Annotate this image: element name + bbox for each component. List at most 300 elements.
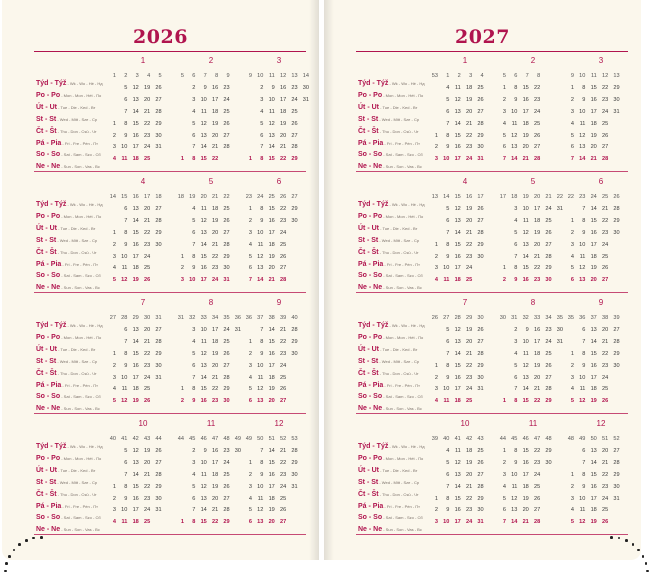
month-row-block xyxy=(2,56,319,171)
day-number: 23 xyxy=(211,265,219,272)
day-number: 6 xyxy=(570,277,574,284)
week-number: 30 xyxy=(143,315,151,321)
day-number: 24 xyxy=(223,96,230,103)
weekday-label-main: Čt - Št xyxy=(358,369,379,377)
day-number: 15 xyxy=(132,483,139,490)
day-number: 6 xyxy=(192,132,196,139)
day-number: 19 xyxy=(279,120,287,127)
weekday-label-translations: - Mon - Mon - Hét - По xyxy=(382,334,424,340)
day-number: 30 xyxy=(234,447,241,454)
day-number: 17 xyxy=(522,471,529,478)
day-number: 11 xyxy=(511,120,518,127)
perforation-dot xyxy=(4,570,7,573)
day-number: 28 xyxy=(291,144,298,151)
week-number: 9 xyxy=(248,73,252,79)
day-number: 28 xyxy=(545,253,552,260)
day-number: 23 xyxy=(143,495,151,502)
day-number: 8 xyxy=(124,350,128,357)
weekday-label-main: Pá - Pia xyxy=(358,502,384,510)
day-number: 20 xyxy=(601,326,609,333)
week-number: 31 xyxy=(155,315,162,321)
day-number: 30 xyxy=(556,326,563,333)
day-number: 29 xyxy=(613,350,620,357)
weekday-row xyxy=(324,483,641,498)
day-number: 4 xyxy=(446,447,450,454)
day-number: 4 xyxy=(112,265,116,272)
month-name: 1 xyxy=(462,56,468,65)
day-number: 11 xyxy=(579,120,586,127)
day-number: 20 xyxy=(590,277,597,284)
day-number: 23 xyxy=(291,84,298,91)
day-number: 2 xyxy=(502,459,506,466)
day-number: 11 xyxy=(200,471,207,478)
month-name: 10 xyxy=(138,419,148,428)
day-number: 2 xyxy=(514,326,518,333)
day-number: 27 xyxy=(545,241,552,248)
day-number: 29 xyxy=(223,519,230,526)
weekday-row xyxy=(2,459,319,474)
week-number: 23 xyxy=(579,194,586,200)
day-number: 22 xyxy=(211,386,219,393)
day-number: 23 xyxy=(533,277,541,284)
day-number: 28 xyxy=(613,205,620,212)
day-number: 14 xyxy=(522,253,529,260)
day-number: 7 xyxy=(570,156,574,163)
day-number: 30 xyxy=(291,350,298,357)
week-number: 52 xyxy=(279,436,287,442)
day-number: 5 xyxy=(248,386,252,393)
day-number: 9 xyxy=(514,277,518,284)
day-number: 17 xyxy=(200,277,207,284)
day-number: 5 xyxy=(112,277,116,284)
month-name: 10 xyxy=(460,419,470,428)
weekday-row xyxy=(2,338,319,353)
day-number: 16 xyxy=(268,471,275,478)
month-row-block xyxy=(324,177,641,292)
weekday-row xyxy=(2,253,319,268)
day-number: 29 xyxy=(223,386,230,393)
day-number: 23 xyxy=(279,217,287,224)
day-number: 6 xyxy=(124,326,128,333)
day-number: 14 xyxy=(200,144,207,151)
weekday-row xyxy=(324,495,641,510)
day-number: 23 xyxy=(601,229,609,236)
day-number: 28 xyxy=(601,156,609,163)
day-number: 1 xyxy=(180,519,184,526)
day-number: 24 xyxy=(143,374,151,381)
day-number: 2 xyxy=(180,265,184,272)
weekday-label-main: So - So xyxy=(36,393,61,401)
week-number: 24 xyxy=(257,194,264,200)
day-number: 14 xyxy=(579,156,586,163)
day-number: 8 xyxy=(446,495,450,502)
day-number: 4 xyxy=(248,241,252,248)
day-number: 7 xyxy=(446,483,450,490)
day-number: 26 xyxy=(223,120,230,127)
day-number: 22 xyxy=(143,120,151,127)
day-number: 17 xyxy=(454,519,461,526)
day-number: 18 xyxy=(132,519,139,526)
week-number: 51 xyxy=(268,436,275,442)
weekday-label-translations: - Thu - Don - Csü - Чт xyxy=(378,491,419,497)
day-number: 2 xyxy=(260,84,264,91)
day-number: 17 xyxy=(132,144,139,151)
day-number: 28 xyxy=(477,483,484,490)
day-number: 9 xyxy=(446,374,450,381)
week-number: 41 xyxy=(121,436,128,442)
day-number: 26 xyxy=(477,326,484,333)
day-number: 30 xyxy=(155,132,162,139)
day-number: 1 xyxy=(112,120,116,127)
weekday-row xyxy=(2,503,319,522)
weekday-label-translations: - Wed - Mitt - Sze - Ср xyxy=(56,116,98,122)
day-number: 29 xyxy=(545,398,552,405)
weekday-row xyxy=(2,495,319,510)
day-number: 17 xyxy=(533,205,541,212)
day-number: 2 xyxy=(570,229,574,236)
day-number: 5 xyxy=(124,447,128,454)
weekday-label-main: Út - Ut xyxy=(358,224,379,232)
day-number: 4 xyxy=(570,386,574,393)
day-number: 22 xyxy=(465,241,473,248)
year-page xyxy=(2,0,319,560)
day-number: 17 xyxy=(268,483,275,490)
day-number: 7 xyxy=(502,156,506,163)
day-number: 28 xyxy=(279,277,287,284)
day-number: 18 xyxy=(268,241,275,248)
day-number: 16 xyxy=(211,447,219,454)
day-number: 16 xyxy=(590,362,597,369)
day-number: 14 xyxy=(132,338,139,345)
day-number: 10 xyxy=(257,229,264,236)
day-number: 13 xyxy=(511,507,518,514)
day-number: 22 xyxy=(143,483,151,490)
day-number: 24 xyxy=(465,519,473,526)
day-number: 2 xyxy=(180,398,184,405)
week-number: 28 xyxy=(121,315,128,321)
day-number: 28 xyxy=(155,217,162,224)
weekday-label-translations: - Sun - Son - Vas - Вс xyxy=(60,527,100,533)
day-number: 26 xyxy=(601,519,609,526)
day-number: 1 xyxy=(570,84,574,91)
day-number: 8 xyxy=(260,338,264,345)
day-number: 16 xyxy=(132,495,139,502)
day-number: 15 xyxy=(268,205,275,212)
day-number: 21 xyxy=(465,229,473,236)
weekday-row xyxy=(324,217,641,232)
day-number: 19 xyxy=(465,326,473,333)
week-number: 2 xyxy=(457,73,461,79)
day-number: 31 xyxy=(477,156,484,163)
day-number: 19 xyxy=(143,447,151,454)
week-number: 20 xyxy=(200,194,207,200)
day-number: 12 xyxy=(579,398,586,405)
day-number: 19 xyxy=(211,120,219,127)
day-number: 12 xyxy=(121,277,128,284)
day-number: 20 xyxy=(533,241,541,248)
day-number: 15 xyxy=(522,398,529,405)
week-number: 45 xyxy=(511,436,518,442)
day-number: 15 xyxy=(132,229,139,236)
day-number: 29 xyxy=(155,483,162,490)
day-number: 10 xyxy=(257,362,264,369)
day-number: 31 xyxy=(613,108,620,115)
weekday-label-translations: - Sun - Son - Vas - Вс xyxy=(60,164,100,170)
day-number: 11 xyxy=(443,398,450,405)
day-number: 6 xyxy=(124,96,128,103)
day-number: 13 xyxy=(200,132,207,139)
day-number: 2 xyxy=(570,362,574,369)
day-number: 19 xyxy=(590,398,597,405)
month-name: 6 xyxy=(598,177,604,186)
weekday-row xyxy=(324,108,641,123)
day-number: 16 xyxy=(533,326,541,333)
day-number: 20 xyxy=(522,144,529,151)
day-number: 14 xyxy=(132,108,139,115)
day-number: 26 xyxy=(279,253,287,260)
day-number: 12 xyxy=(579,265,586,272)
day-number: 4 xyxy=(192,471,196,478)
weekday-row xyxy=(2,229,319,244)
day-number: 29 xyxy=(291,156,298,163)
week-number: 13 xyxy=(431,194,438,200)
week-number: 14 xyxy=(109,194,116,200)
week-number: 13 xyxy=(613,73,620,79)
weekday-label-translations: - Wed - Mitt - Sze - Ср xyxy=(56,358,98,364)
day-number: 1 xyxy=(180,253,184,260)
day-number: 4 xyxy=(112,386,116,393)
week-number: 45 xyxy=(189,436,196,442)
day-number: 23 xyxy=(279,350,287,357)
day-number: 22 xyxy=(601,217,609,224)
day-number: 30 xyxy=(477,374,484,381)
weekday-row xyxy=(324,84,641,99)
week-number: 16 xyxy=(465,194,473,200)
weekday-row xyxy=(324,374,641,389)
day-number: 27 xyxy=(533,144,541,151)
day-number: 1 xyxy=(502,265,506,272)
day-number: 7 xyxy=(446,350,450,357)
day-number: 3 xyxy=(248,229,252,236)
weekday-label-translations: - Wk - Wo - Hé - Нд xyxy=(66,323,103,328)
day-number: 9 xyxy=(203,84,207,91)
weekday-row xyxy=(2,276,319,292)
day-number: 21 xyxy=(143,108,151,115)
day-number: 20 xyxy=(268,519,275,526)
month-name: 2 xyxy=(208,56,214,65)
weekday-label-main: Út - Ut xyxy=(36,224,57,232)
day-number: 7 xyxy=(260,447,264,454)
weekday-row xyxy=(324,261,641,280)
day-number: 3 xyxy=(570,374,574,381)
day-number: 19 xyxy=(132,398,139,405)
weekday-label-translations: - Sat - Sam - Szo - Сб xyxy=(382,515,423,521)
day-number: 26 xyxy=(477,205,484,212)
day-number: 26 xyxy=(477,459,484,466)
day-number: 11 xyxy=(579,253,586,260)
day-number: 2 xyxy=(112,362,116,369)
weekday-label-main: So - So xyxy=(36,151,61,159)
day-number: 24 xyxy=(279,362,287,369)
day-number: 7 xyxy=(582,459,586,466)
day-number: 18 xyxy=(590,253,597,260)
day-number: 9 xyxy=(192,398,196,405)
day-number: 10 xyxy=(200,459,207,466)
day-number: 15 xyxy=(590,471,597,478)
day-number: 18 xyxy=(211,471,219,478)
day-number: 1 xyxy=(434,495,438,502)
day-number: 16 xyxy=(590,229,597,236)
day-number: 4 xyxy=(248,374,252,381)
day-number: 23 xyxy=(465,374,473,381)
day-number: 10 xyxy=(443,386,450,393)
day-number: 21 xyxy=(601,338,609,345)
day-number: 25 xyxy=(291,108,298,115)
weekday-label-translations: - Thu - Don - Csü - Чт xyxy=(56,370,97,376)
day-number: 13 xyxy=(590,326,597,333)
day-number: 6 xyxy=(582,326,586,333)
week-number: 36 xyxy=(245,315,252,321)
day-number: 23 xyxy=(143,241,151,248)
weekday-label-main: Ne - Ne xyxy=(36,526,61,534)
week-number-row xyxy=(324,314,641,329)
day-number: 14 xyxy=(522,386,529,393)
day-number: 1 xyxy=(434,241,438,248)
week-number: 40 xyxy=(443,436,450,442)
weekday-label-translations: - Sun - Son - Vas - Вс xyxy=(382,406,422,412)
day-number: 26 xyxy=(223,350,230,357)
week-number: 36 xyxy=(579,315,586,321)
day-number: 28 xyxy=(291,447,298,454)
day-number: 15 xyxy=(132,120,139,127)
day-number: 4 xyxy=(434,277,438,284)
day-number: 20 xyxy=(211,229,219,236)
weekday-label-main: St - St xyxy=(36,236,57,244)
week-number: 39 xyxy=(431,436,438,442)
weekday-label-main: Čt - Št xyxy=(36,248,57,256)
day-number: 21 xyxy=(465,483,473,490)
day-number: 27 xyxy=(477,217,484,224)
day-number: 12 xyxy=(200,217,207,224)
weekday-row xyxy=(324,120,641,135)
day-number: 29 xyxy=(223,253,230,260)
day-number: 10 xyxy=(579,374,586,381)
day-number: 23 xyxy=(143,132,151,139)
week-number: 41 xyxy=(454,436,461,442)
week-number-row xyxy=(2,72,319,87)
day-number: 20 xyxy=(143,96,151,103)
day-number: 8 xyxy=(260,156,264,163)
day-number: 21 xyxy=(465,350,473,357)
weekday-label-main: So - So xyxy=(358,272,383,280)
day-number: 5 xyxy=(248,507,252,514)
day-number: 2 xyxy=(570,483,574,490)
weekday-label-translations: - Sun - Son - Vas - Вс xyxy=(60,406,100,412)
week-number: 39 xyxy=(613,315,620,321)
day-number: 24 xyxy=(601,374,609,381)
day-number: 4 xyxy=(446,84,450,91)
day-number: 7 xyxy=(124,217,128,224)
day-number: 16 xyxy=(454,507,461,514)
week-number: 30 xyxy=(499,315,506,321)
week-number: 51 xyxy=(601,436,609,442)
day-number: 7 xyxy=(192,374,196,381)
day-number: 19 xyxy=(268,386,275,393)
weekday-row xyxy=(2,518,319,534)
day-number: 18 xyxy=(454,398,461,405)
day-number: 15 xyxy=(590,350,597,357)
weekday-row xyxy=(2,217,319,232)
day-number: 24 xyxy=(533,471,541,478)
day-number: 15 xyxy=(200,386,207,393)
day-number: 6 xyxy=(446,338,450,345)
day-number: 13 xyxy=(268,132,275,139)
week-number: 17 xyxy=(499,194,506,200)
weekday-row xyxy=(324,241,641,256)
week-number: 8 xyxy=(215,73,219,79)
day-number: 8 xyxy=(124,229,128,236)
day-number: 9 xyxy=(514,96,518,103)
day-number: 12 xyxy=(454,326,461,333)
day-number: 29 xyxy=(613,217,620,224)
day-number: 21 xyxy=(143,338,151,345)
day-number: 27 xyxy=(613,326,620,333)
week-number: 35 xyxy=(567,315,574,321)
day-number: 29 xyxy=(155,229,162,236)
day-number: 2 xyxy=(434,253,438,260)
day-number: 17 xyxy=(590,241,597,248)
day-number: 10 xyxy=(121,144,128,151)
day-number: 29 xyxy=(291,205,298,212)
day-number: 31 xyxy=(613,495,620,502)
month-name: 11 xyxy=(206,419,216,428)
day-number: 31 xyxy=(291,483,298,490)
week-number: 19 xyxy=(189,194,196,200)
day-number: 18 xyxy=(268,374,275,381)
day-number: 8 xyxy=(260,205,264,212)
day-number: 22 xyxy=(143,229,151,236)
day-number: 11 xyxy=(579,386,586,393)
weekday-label-main: St - St xyxy=(358,357,379,365)
day-number: 19 xyxy=(268,253,275,260)
weekday-label-main: So - So xyxy=(358,514,383,522)
day-number: 10 xyxy=(121,374,128,381)
day-number: 25 xyxy=(601,253,609,260)
day-number: 2 xyxy=(434,144,438,151)
day-number: 8 xyxy=(514,84,518,91)
weekday-row xyxy=(2,382,319,401)
day-number: 9 xyxy=(582,229,586,236)
day-number: 22 xyxy=(465,132,473,139)
day-number: 29 xyxy=(477,495,484,502)
day-number: 16 xyxy=(211,84,219,91)
day-number: 15 xyxy=(454,362,461,369)
day-number: 30 xyxy=(223,398,230,405)
day-number: 6 xyxy=(446,217,450,224)
day-number: 15 xyxy=(522,265,529,272)
weekday-label-main: Čt - Št xyxy=(358,490,379,498)
day-number: 24 xyxy=(465,156,473,163)
day-number: 8 xyxy=(124,483,128,490)
day-number: 16 xyxy=(279,84,287,91)
weekday-label-main: Ne - Ne xyxy=(358,163,383,171)
day-number: 22 xyxy=(601,471,609,478)
day-number: 11 xyxy=(257,374,264,381)
year-rule xyxy=(34,51,306,52)
day-number: 3 xyxy=(502,108,506,115)
day-number: 14 xyxy=(511,156,518,163)
weekday-label-main: St - St xyxy=(36,115,57,123)
